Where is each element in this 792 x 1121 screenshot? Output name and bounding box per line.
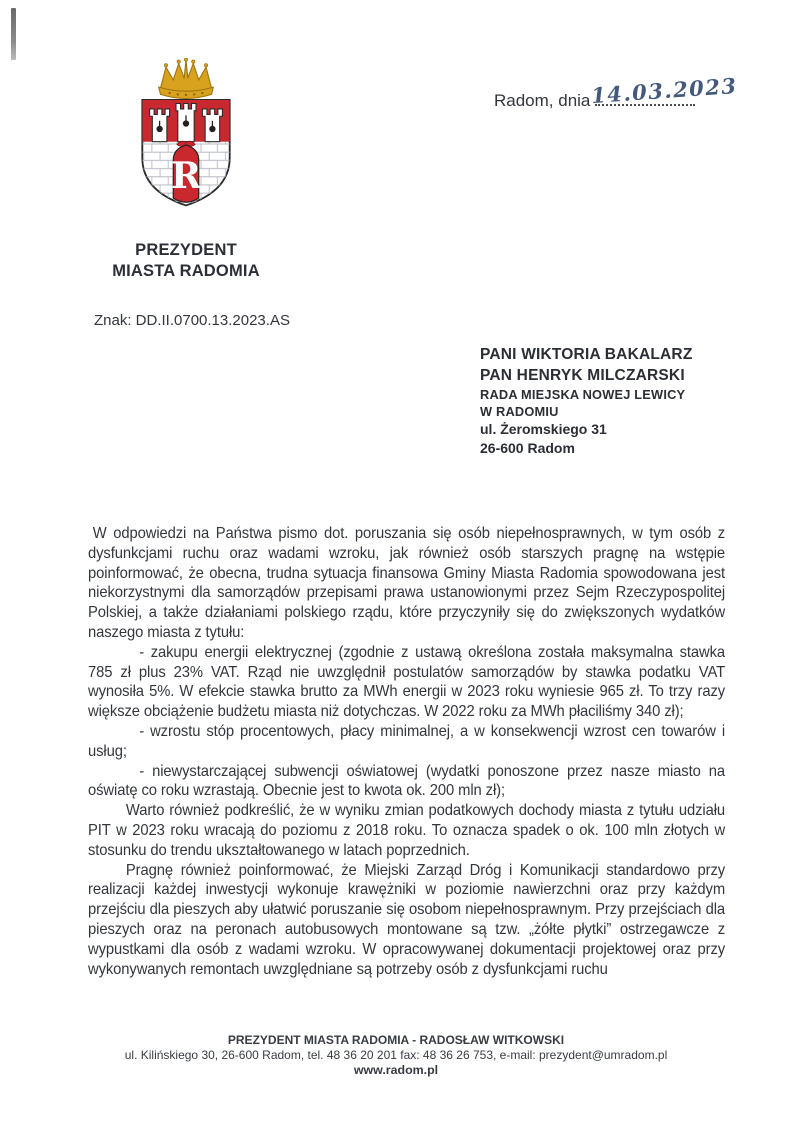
sender-line2: MIASTA RADOMIA <box>112 262 260 280</box>
footer-president-line: PREZYDENT MIASTA RADOMIA - RADOSŁAW WITKOWSKI <box>227 1033 565 1047</box>
sender-line1: PREZYDENT <box>135 241 237 259</box>
radom-coat-of-arms-icon <box>131 58 241 220</box>
date-label: Radom, dnia <box>494 91 591 110</box>
recipient-block <box>480 344 693 458</box>
paragraph-roads: Pragnę również poinformować, że Miejski Zarząd Dróg i Komunikacji standardowo przy realizacji każdej inwestycji wykonuje krawężniki w poziomie nawierzchni oraz przy każdym przejściu dla pieszych aby ułatwić poruszanie się osobom niepełnosprawnym. Przy przejściach dla pieszych oraz na peronach autobusowych montowane są tzw. „żółte płytki” ostrzegawcze z wypustkami dla osób z wadami wzroku. W opracowywanej dokumentacji projektowej oraz przy wykonywanych remontach uwzględniane są potrzeby osób z dysfunkcjami ruchu <box>88 861 726 978</box>
letter-body <box>88 524 725 979</box>
gold-crown-icon <box>159 58 214 99</box>
bullet-energy: - zakupu energii elektrycznej (zgodnie z ustawą określona została maksymalna stawka 785 zł plus 23% VAT. Rząd nie uwzględnił postulatów samorządów by stawka podatku VAT wynosiła 5%. W efekcie stawka brutto za MWh energii w 2023 roku wyniesie 965 zł. To trzy razy większe obciążenie budżetu miasta niż dotychczas. W 2022 roku za MWh płaciliśmy 340 zł); <box>88 643 726 721</box>
bullet-education: - niewystarczającej subwencji oświatowej (wydatki ponoszone przez nasze miasto na oświatę co roku wzrastają. Obecnie jest to kwota ok. 200 mln zł); <box>88 762 726 800</box>
recipient-street: ul. Żeromskiego 31 <box>480 421 607 437</box>
date-line <box>494 72 739 111</box>
recipient-name-1: PANI WIKTORIA BAKALARZ <box>480 346 693 363</box>
handwritten-date: 14.03.2023 <box>590 72 739 109</box>
crest-letter: R <box>170 154 202 198</box>
recipient-postcode: 26-600 Radom <box>480 440 575 456</box>
sender-title <box>90 240 282 282</box>
recipient-name-2: PAN HENRYK MILCZARSKI <box>480 367 685 384</box>
letter-footer <box>0 1033 792 1077</box>
bullet-rates: - wzrostu stóp procentowych, płacy minimalnej, a w konsekwencji wzrost cen towarów i usług; <box>88 722 726 760</box>
date-dotted-line <box>590 72 739 109</box>
paragraph-pit: Warto również podkreślić, że w wyniku zmian podatkowych dochody miasta z tytułu udziału PIT w 2023 roku wracają do poziomu z 2018 roku. To oznacza spadek o ok. 100 mln złotych w stosunku do trendu ukształtowanego w latach poprzednich. <box>88 802 726 859</box>
paragraph-intro: W odpowiedzi na Państwa pismo dot. poruszania się osób niepełnosprawnych, w tym osób z dysfunkcjami ruchu oraz wadami wzroku, jak również osób starszych pragnę na wstępie poinformować, że obecna, trudna sytuacja finansowa Gminy Miasta Radomia spowodowana jest niekorzystnymi dla samorządów przepisami prawa ustanowionymi przez Sejm Rzeczypospolitej Polskiej, a także działaniami polskiego rządu, które przyczyniły się do zwiększonych wydatków naszego miasta z tytułu: <box>88 525 726 641</box>
recipient-city-org: W RADOMIU <box>480 404 559 419</box>
footer-contact-line: ul. Kilińskiego 30, 26-600 Radom, tel. 48 36 20 201 fax: 48 36 26 753, e-mail: prezydent@umradom.pl <box>124 1048 668 1062</box>
recipient-org: RADA MIEJSKA NOWEJ LEWICY <box>480 387 686 402</box>
footer-website: www.radom.pl <box>353 1063 439 1077</box>
scan-artifact <box>11 8 16 60</box>
reference-number: Znak: DD.II.0700.13.2023.AS <box>94 312 290 329</box>
